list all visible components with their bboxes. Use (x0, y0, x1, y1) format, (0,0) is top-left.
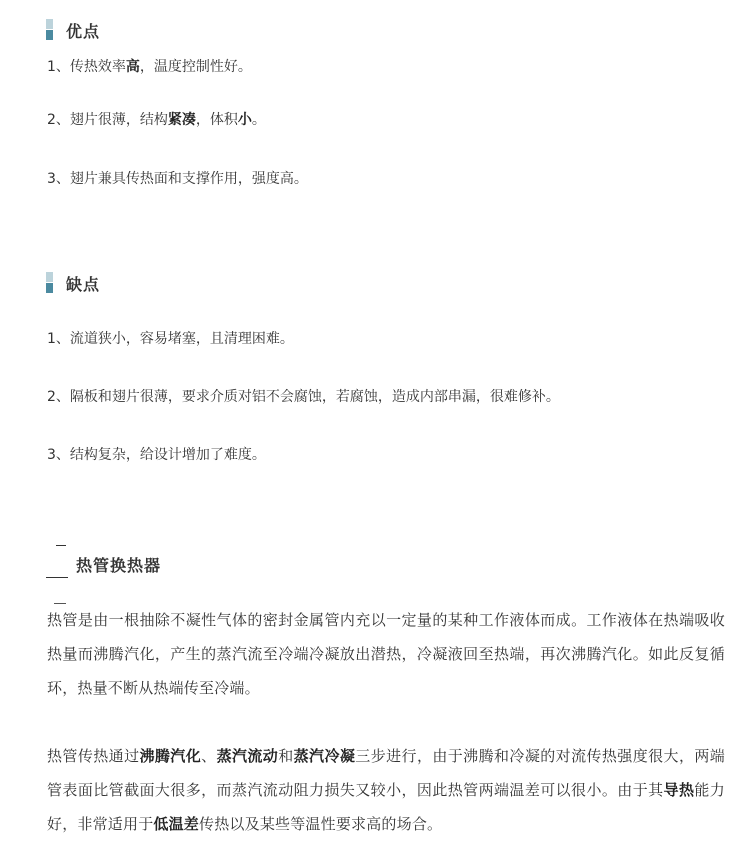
section-marker-icon (46, 272, 56, 294)
pros-heading (46, 19, 100, 41)
cons-heading-text: 缺点 (66, 274, 101, 294)
heading-decoration (46, 577, 68, 578)
cons-item-1: 1、流道狭小，容易堵塞，且清理困难。 (47, 331, 294, 347)
pros-heading-text: 优点 (66, 21, 101, 41)
heat-pipe-paragraph-2: 热管传热通过沸腾汽化、蒸汽流动和蒸汽冷凝三步进行，由于沸腾和冷凝的对流传热强度很大，两端管表面比管截面大很多，而蒸汽流动阻力损失又较小，因此热管两端温差可以很小。由于其导热能力好，非常适用于低温差传热以及某些等温性要求高的场合。 (47, 747, 725, 833)
heading-decoration (56, 545, 66, 546)
pros-item-3: 3、翅片兼具传热面和支撑作用，强度高。 (47, 171, 308, 187)
pros-item-2: 2、翅片很薄，结构紧凑，体积小。 (47, 112, 266, 128)
cons-heading (46, 272, 100, 294)
section-marker-icon (46, 19, 56, 41)
heat-pipe-paragraph-1: 热管是由一根抽除不凝性气体的密封金属管内充以一定量的某种工作液体而成。工作液体在热端吸收热量而沸腾汽化，产生的蒸汽流至冷端冷凝放出潜热，冷凝液回至热端，再次沸腾汽化。如此反复循环，热量不断从热端传至冷端。 (47, 611, 725, 697)
heat-pipe-heading-text: 热管换热器 (76, 556, 162, 575)
cons-item-3: 3、结构复杂，给设计增加了难度。 (47, 447, 266, 463)
cons-item-2: 2、隔板和翅片很薄，要求介质对铝不会腐蚀，若腐蚀，造成内部串漏，很难修补。 (47, 389, 560, 405)
pros-item-1: 1、传热效率高，温度控制性好。 (47, 59, 252, 75)
heat-pipe-heading (46, 545, 206, 579)
